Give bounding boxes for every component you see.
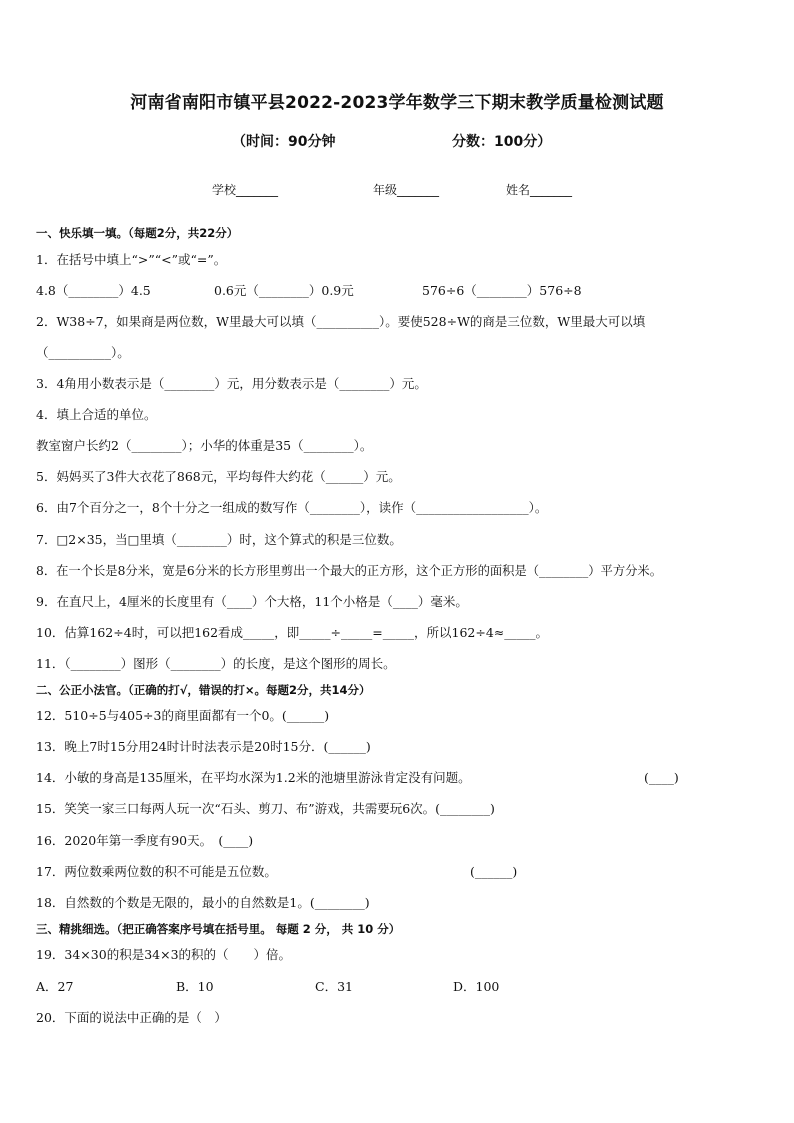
question-6: 6．由7个百分之一，8个十分之一组成的数写作（________），读作（__________________）。: [36, 500, 548, 515]
question-1-item-b: 0.6元（________）0.9元: [214, 283, 354, 298]
question-17-answer[interactable]: (______): [470, 864, 518, 879]
option-b[interactable]: B．10: [176, 979, 214, 994]
exam-score: 分数：100分）: [452, 134, 552, 150]
question-5: 5．妈妈买了3件大衣花了868元，平均每件大约花（______）元。: [36, 469, 401, 484]
question-15: 15．笑笑一家三口每两人玩一次“石头、剪刀、布”游戏，共需要玩6次。(________): [36, 801, 495, 816]
name-field[interactable]: 姓名_______: [506, 183, 573, 197]
question-1-item-c: 576÷6（________）576÷8: [422, 283, 582, 298]
question-14-answer[interactable]: (____): [644, 770, 679, 785]
exam-meta: [0, 131, 794, 151]
option-a[interactable]: A．27: [36, 979, 74, 994]
question-2-continued: （__________）。: [36, 345, 130, 360]
question-4-sub: 教室窗户长约2（________）；小华的体重是35（________）。: [36, 438, 373, 453]
question-1-item-a: 4.8（________）4.5: [36, 283, 151, 298]
question-18: 18．自然数的个数是无限的，最小的自然数是1。(________): [36, 895, 370, 910]
section-heading: 二、公正小法官。（正确的打√，错误的打×。每题2分，共14分）: [36, 683, 371, 697]
option-c[interactable]: C．31: [315, 979, 353, 994]
question-20: 20．下面的说法中正确的是（ ）: [36, 1010, 227, 1025]
question-8: 8．在一个长是8分米，宽是6分米的长方形里剪出一个最大的正方形，这个正方形的面积是（________）平方分米。: [36, 564, 663, 578]
question-4: 4．填上合适的单位。: [36, 407, 157, 422]
section-heading: 三、精挑细选。（把正确答案序号填在括号里。 每题 2 分， 共 10 分）: [36, 922, 401, 936]
question-19: 19．34×30的积是34×3的积的（ ）倍。: [36, 947, 292, 962]
question-14-row: [36, 769, 756, 787]
question-13: 13．晚上7时15分用24时计时法表示是20时15分．(______): [36, 739, 371, 754]
exam-time: （时间：90分钟: [232, 134, 336, 150]
question-1-items: [36, 282, 756, 300]
question-2: 2．W38÷7，如果商是两位数，W里最大可以填（__________）。要使528÷W的商是三位数，W里最大可以填: [36, 314, 646, 329]
question-1: 1．在括号中填上“>”“<”或“=”。: [36, 252, 227, 267]
question-12: 12．510÷5与405÷3的商里面都有一个0。(______): [36, 708, 330, 723]
question-3: 3．4角用小数表示是（________）元，用分数表示是（________）元。: [36, 376, 427, 391]
school-field[interactable]: 学校_______: [212, 183, 279, 197]
grade-field[interactable]: 年级_______: [373, 183, 440, 197]
question-14: 14．小敏的身高是135厘米，在平均水深为1.2米的池塘里游泳肯定没有问题。: [36, 770, 471, 785]
section-heading: 一、快乐填一填。（每题2分，共22分）: [36, 226, 239, 240]
question-7: 7．□2×35，当□里填（________）时，这个算式的积是三位数。: [36, 532, 402, 547]
question-16: 16．2020年第一季度有90天。 (____): [36, 833, 254, 848]
question-17-row: [36, 863, 756, 881]
option-d[interactable]: D．100: [453, 979, 500, 994]
question-17: 17．两位数乘两位数的积不可能是五位数。: [36, 864, 277, 879]
exam-title: 河南省南阳市镇平县2022-2023学年数学三下期末教学质量检测试题: [130, 93, 664, 113]
question-9: 9．在直尺上，4厘米的长度里有（____）个大格，11个小格是（____）毫米。: [36, 594, 468, 609]
question-19-options: [36, 978, 756, 996]
question-11: 11．（________）图形（________）的长度，是这个图形的周长。: [36, 656, 396, 671]
question-10: 10．估算162÷4时，可以把162看成_____，即_____÷_____=_____，所以162÷4≈_____。: [36, 625, 549, 640]
